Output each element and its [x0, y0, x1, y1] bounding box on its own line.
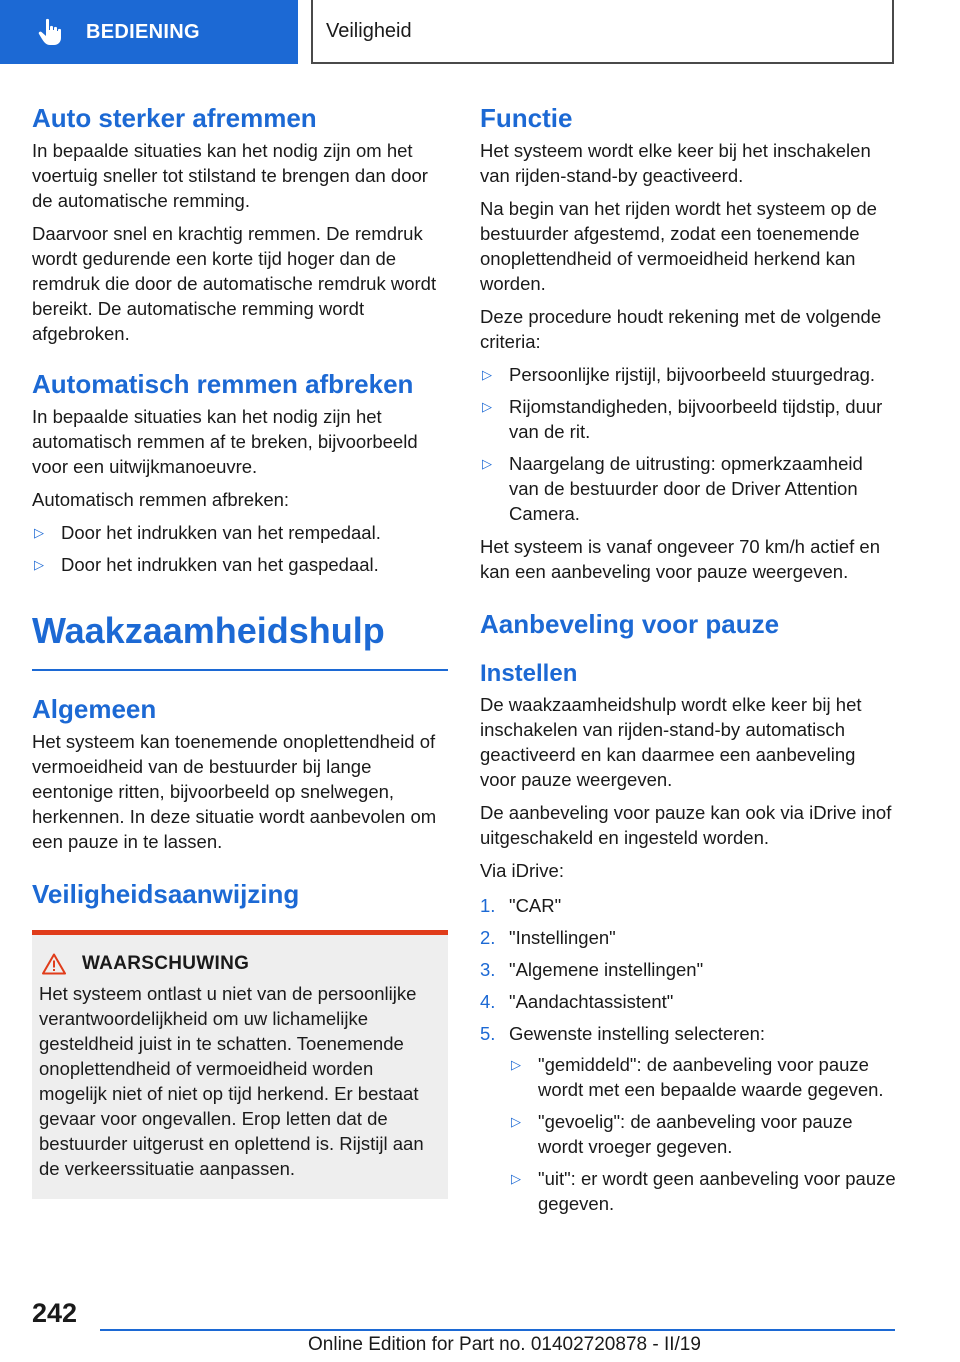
paragraph: Via iDrive:	[480, 860, 564, 881]
triangle-bullet-icon: ▷	[482, 456, 492, 471]
footer-divider	[100, 1329, 895, 1331]
step-item: 5. Gewenste instelling selecteren: ▷ "gemiddeld": de aanbeveling voor pauze wordt met een bepaalde waarde gegeven. ▷ "gevoelig": de aanbeveling voor pauze wordt vroeger gegeven. ▷ "uit": er wordt geen aanbeveling voor pauze gegeven.	[480, 1023, 896, 1214]
step-item: 4. "Aandachtassistent"	[480, 991, 674, 1012]
warning-title: WAARSCHUWING	[82, 953, 250, 974]
triangle-bullet-icon: ▷	[482, 399, 492, 414]
warning-header	[39, 953, 440, 975]
left-column	[32, 100, 448, 1199]
warning-text: Het systeem ontlast u niet van de persoonlijke verantwoordelijkheid om uw lichamelijke gesteldheid juist in te schatten. Toenemende onoplettendheid of vermoeidheid worden mogelijk niet of niet op tijd herkend. Er bestaat gevaar voor ongevallen. Erop letten dat de bestuurder uitgerust en oplettend is. Rijstijl aan de verkeerssituatie aanpassen.	[39, 983, 424, 1179]
step-item: 2. "Instellingen"	[480, 927, 616, 948]
step-item: 1. "CAR"	[480, 895, 562, 916]
edition-note: Online Edition for Part no. 01402720878 - II/19	[308, 1334, 701, 1355]
chapter-title: Waakzaamheidshulp	[32, 607, 448, 671]
list-item: ▷ "uit": er wordt geen aanbeveling voor pauze gegeven.	[511, 1168, 896, 1214]
paragraph: Automatisch remmen afbreken:	[32, 489, 290, 510]
right-column	[480, 100, 896, 1224]
triangle-bullet-icon: ▷	[511, 1057, 521, 1072]
step-item: 3. "Algemene instellingen"	[480, 959, 704, 980]
triangle-bullet-icon: ▷	[511, 1171, 521, 1186]
triangle-bullet-icon: ▷	[482, 367, 492, 382]
setting-options-list	[509, 1052, 896, 1216]
paragraph: In bepaalde situaties kan het nodig zijn het automatisch remmen af te breken, bijvoorbeeld voor een uitwijkmanoeuvre.	[32, 406, 418, 477]
triangle-bullet-icon: ▷	[34, 525, 44, 540]
section-title: Veiligheid	[326, 19, 412, 42]
hand-pointer-icon	[38, 18, 64, 46]
heading-auto-sterker-afremmen: Auto sterker afremmen	[32, 103, 317, 133]
paragraph: Het systeem wordt elke keer bij het inschakelen van rijden-stand-by geactiveerd.	[480, 140, 871, 186]
list-item: ▷ Persoonlijke rijstijl, bijvoorbeeld stuurgedrag.	[482, 364, 876, 385]
warning-triangle-icon	[42, 953, 66, 975]
section-header	[311, 0, 894, 64]
heading-functie: Functie	[480, 103, 573, 133]
bullet-list	[32, 520, 448, 577]
paragraph: Deze procedure houdt rekening met de volgende criteria:	[480, 306, 882, 352]
list-item: ▷ Rijomstandigheden, bijvoorbeeld tijdstip, duur van de rit.	[482, 396, 883, 442]
triangle-bullet-icon: ▷	[34, 557, 44, 572]
idrive-steps	[480, 893, 896, 1216]
paragraph: Het systeem kan toenemende onoplettendheid of vermoeidheid van de bestuurder bij lange eentonige ritten, bijvoorbeeld op snelwegen, herkennen. In deze situatie wordt aanbevolen om een pauze in te lassen.	[32, 731, 437, 852]
paragraph: De aanbeveling voor pauze kan ook via iDrive inof uitgeschakeld en ingesteld worden.	[480, 802, 892, 848]
heading-automatisch-remmen-afbreken: Automatisch remmen afbreken	[32, 369, 414, 399]
warning-box	[32, 930, 448, 1199]
heading-algemeen: Algemeen	[32, 694, 157, 724]
list-item: ▷ Door het indrukken van het rempedaal.	[34, 522, 381, 543]
list-item: ▷ Door het indrukken van het gaspedaal.	[34, 554, 379, 575]
paragraph: Het systeem is vanaf ongeveer 70 km/h actief en kan een aanbeveling voor pauze weergeven.	[480, 536, 881, 582]
chapter-tab[interactable]	[0, 0, 298, 64]
heading-instellen: Instellen	[480, 660, 578, 687]
criteria-list	[480, 362, 896, 526]
list-item: ▷ "gemiddeld": de aanbeveling voor pauze wordt met een bepaalde waarde gegeven.	[511, 1054, 884, 1100]
chapter-label: BEDIENING	[86, 20, 200, 43]
paragraph: De waakzaamheidshulp wordt elke keer bij het inschakelen van rijden-stand-by automatisch geactiveerd en kan daarmee een aanbeveling voor pauze weergeven.	[480, 694, 862, 790]
page-number: 242	[32, 1298, 78, 1328]
heading-veiligheidsaanwijzing: Veiligheidsaanwijzing	[32, 879, 300, 909]
paragraph: Na begin van het rijden wordt het systeem op de bestuurder afgestemd, zodat een toenemende onoplettendheid of vermoeidheid herkend kan worden.	[480, 198, 877, 294]
triangle-bullet-icon: ▷	[511, 1114, 521, 1129]
heading-aanbeveling-voor-pauze: Aanbeveling voor pauze	[480, 609, 780, 639]
paragraph: In bepaalde situaties kan het nodig zijn om het voertuig sneller tot stilstand te brengen dan door de automatische remming.	[32, 140, 428, 211]
list-item: ▷ Naargelang de uitrusting: opmerkzaamheid van de bestuurder door de Driver Attention Camera.	[482, 453, 863, 524]
paragraph: Daarvoor snel en krachtig remmen. De remdruk wordt gedurende een korte tijd hoger dan de remdruk die door de automatische remdruk wordt bereikt. De automatische remming wordt afgebroken.	[32, 223, 437, 344]
list-item: ▷ "gevoelig": de aanbeveling voor pauze wordt vroeger gegeven.	[511, 1111, 853, 1157]
